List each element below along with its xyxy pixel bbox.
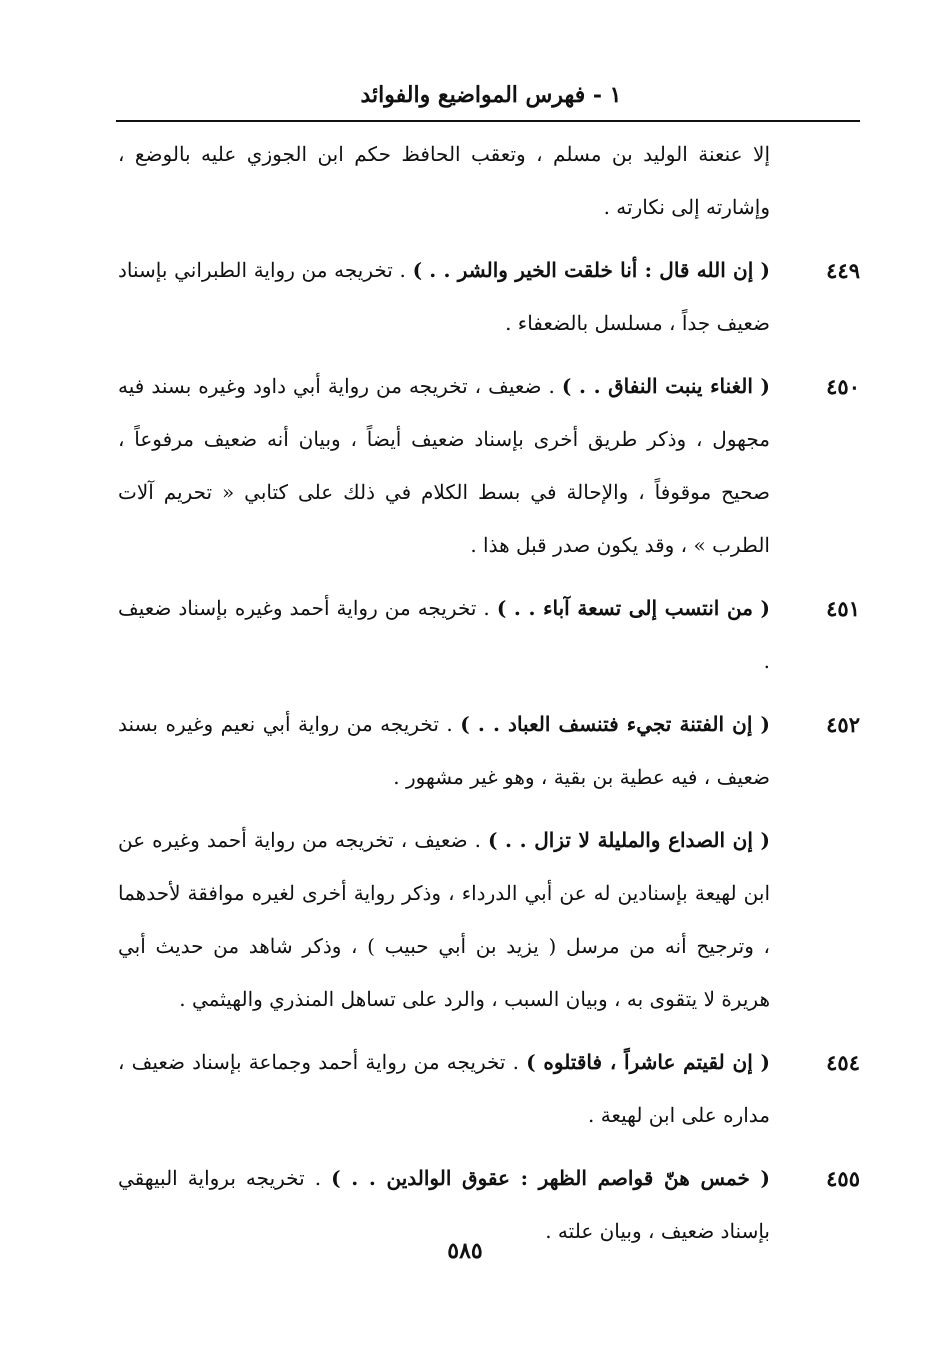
entry-description: . تخريجه من رواية أحمد وجماعة بإسناد ضعيف ، مداره على ابن لهيعة . — [118, 1050, 770, 1127]
hadith-title: ( الغناء ينبت النفاق . . ) — [561, 374, 770, 398]
entry-450 — [118, 360, 860, 572]
entry-unnumbered — [118, 814, 860, 1026]
hadith-title: ( خمس هنّ قواصم الظهر : عقوق الوالدين . . ) — [331, 1166, 770, 1190]
entry-number: ٤٤٩ — [826, 258, 860, 283]
hadith-title: ( إن الصداع والمليلة لا تزال . . ) — [487, 828, 771, 852]
running-head: ١ - فهرس المواضيع والفوائد — [360, 82, 622, 108]
entry-description: . ضعيف ، تخريجه من رواية أحمد وغيره عن ابن لهيعة بإسنادين له عن أبي الدرداء ، وذكر رواية أخرى لغيره موافقة لأحدهما ، وترجيح أنه من مرسل ( يزيد بن أبي حبيب ) ، وذكر شاهد من حديث أبي هريرة لا يتقوى به ، وبيان السبب ، والرد على تساهل المنذري والهيثمي . — [118, 828, 770, 1011]
entry-text — [118, 244, 770, 350]
entry-number: ٤٥٤ — [826, 1050, 860, 1075]
header-rule — [116, 120, 860, 122]
entry-number — [770, 128, 860, 234]
entry-451 — [118, 582, 860, 688]
hadith-title: ( إن الله قال : أنا خلقت الخير والشر . . ) — [412, 258, 771, 282]
entry-description: . تخريجه برواية البيهقي بإسناد ضعيف ، وبيان علته . — [118, 1166, 770, 1243]
entry-description: . ضعيف ، تخريجه من رواية أبي داود وغيره بسند فيه مجهول ، وذكر طريق أخرى بإسناد ضعيف أيضاً ، وبيان أنه ضعيف مرفوعاً ، صحيح موقوفاً ، والإحالة في بسط الكلام في ذلك على كتابي « تحريم آلات الطرب » ، وقد يكون صدر قبل هذا . — [118, 374, 771, 557]
entry-continuation — [118, 128, 860, 234]
page-number: ٥٨٥ — [447, 1238, 483, 1264]
entry-text — [118, 582, 770, 688]
entry-number: ٤٥٠ — [826, 374, 860, 399]
entry-454 — [118, 1036, 860, 1142]
entry-452 — [118, 698, 860, 804]
hadith-title: ( من انتسب إلى تسعة آباء . . ) — [496, 596, 770, 620]
hadith-title: ( إن الفتنة تجيء فتنسف العباد . . ) — [460, 712, 770, 736]
entry-number: ٤٥٥ — [826, 1166, 860, 1191]
entry-description: . تخريجه من رواية الطبراني بإسناد ضعيف جداً ، مسلسل بالضعفاء . — [118, 258, 770, 335]
entry-text — [118, 1036, 770, 1142]
entry-description: . تخريجه من رواية أبي نعيم وغيره بسند ضعيف ، فيه عطية بن بقية ، وهو غير مشهور . — [118, 712, 770, 789]
entry-number: ٤٥٢ — [826, 712, 860, 737]
entries-list — [118, 128, 860, 1268]
entry-text — [118, 698, 770, 804]
entry-description: . تخريجه من رواية أحمد وغيره بإسناد ضعيف . — [118, 596, 770, 673]
entry-number: ٤٥١ — [826, 596, 860, 621]
entry-number — [770, 814, 860, 1026]
entry-449 — [118, 244, 860, 350]
entry-text — [118, 814, 770, 1026]
entry-text — [118, 360, 770, 572]
entry-description: إلا عنعنة الوليد بن مسلم ، وتعقب الحافظ حكم ابن الجوزي عليه بالوضع ، وإشارته إلى نكارته . — [118, 142, 770, 219]
entry-text — [118, 128, 770, 234]
hadith-title: ( إن لقيتم عاشراً ، فاقتلوه ) — [526, 1050, 770, 1074]
